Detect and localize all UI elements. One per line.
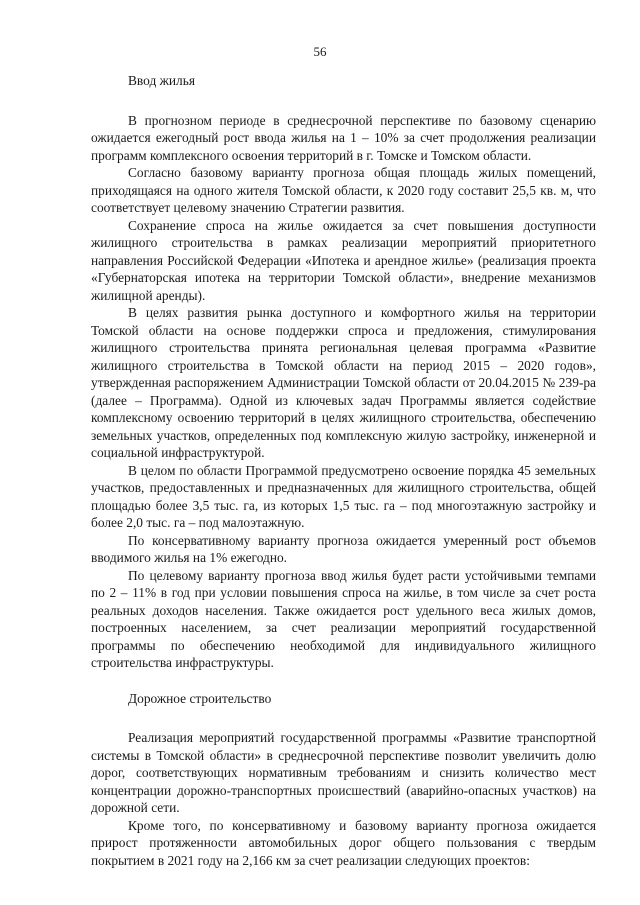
paragraph: Согласно базовому варианту прогноза общая площадь жилых помещений, приходящаяся на одного жителя Томской области, к 2020 году составит 25,5 кв. м, что соответствует целевому значению Стратегии развития.	[91, 165, 596, 215]
paragraph: По целевому варианту прогноза ввод жилья будет расти устойчивыми темпами по 2 – 11% в год при условии повышения спроса на жилье, в том числе за счет роста реальных доходов населения. Также ожидается рост удельного веса жилых домов, построенных населением, за счет реализации мероприятий государственной программы по обеспечению необходимой для индивидуального жилищного строительства инфраструктуры.	[91, 567, 596, 670]
page-content	[91, 72, 596, 869]
paragraph: Кроме того, по консервативному и базовому варианту прогноза ожидается прирост протяженности автомобильных дорог общего пользования с твердым покрытием в 2021 году на 2,166 км за счет реализации следующих проектов:	[91, 817, 596, 868]
paragraph: Сохранение спроса на жилье ожидается за счет повышения доступности жилищного строительства в рамках реализации мероприятий приоритетного направления Российской Федерации «Ипотека и арендное жилье» (реализация проекта «Губернаторская ипотека на территории Томской области», внедрение механизмов жилищной аренды).	[91, 217, 596, 303]
page-number: 56	[313, 44, 327, 59]
paragraph: В прогнозном периоде в среднесрочной перспективе по базовому сценарию ожидается ежегодный рост ввода жилья на 1 – 10% за счет продолжения реализации программ комплексного освоения территорий в г. Томске и Томском области.	[91, 112, 596, 163]
paragraph: По консервативному варианту прогноза ожидается умеренный рост объемов вводимого жилья на 1% ежегодно.	[91, 532, 596, 565]
paragraph: В целом по области Программой предусмотрено освоение порядка 45 земельных участков, предоставленных и предназначенных для жилищного строительства, общей площадью более 3,5 тыс. га, из которых 1,5 тыс. га – под многоэтажную застройку и более 2,0 тыс. га – под малоэтажную.	[91, 462, 596, 530]
paragraph: В целях развития рынка доступного и комфортного жилья на территории Томской области на основе поддержки спроса и предложения, стимулирования жилищного строительства принята региональная целевая программа «Развитие жилищного строительства в Томской области на период 2015 – 2020 годов», утвержденная распоряжением Администрации Томской области от 20.04.2015 № 239-ра (далее – Программа). Одной из ключевых задач Программы является содействие комплексному освоению территорий в целях жилищного строительства, обеспечению земельных участков, определенных под комплексную жилую застройку, инженерной и социальной инфраструктурой.	[91, 305, 596, 460]
paragraph: Реализация мероприятий государственной программы «Развитие транспортной системы в Томской области» в среднесрочной перспективе позволит увеличить долю дорог, соответствующих нормативным требованиям и снизить количество мест концентрации дорожно-транспортных происшествий (аварийно-опасных участков) на дорожной сети.	[91, 730, 596, 815]
section-title-housing: Ввод жилья	[128, 73, 195, 88]
section-title-roads: Дорожное строительство	[128, 690, 272, 706]
